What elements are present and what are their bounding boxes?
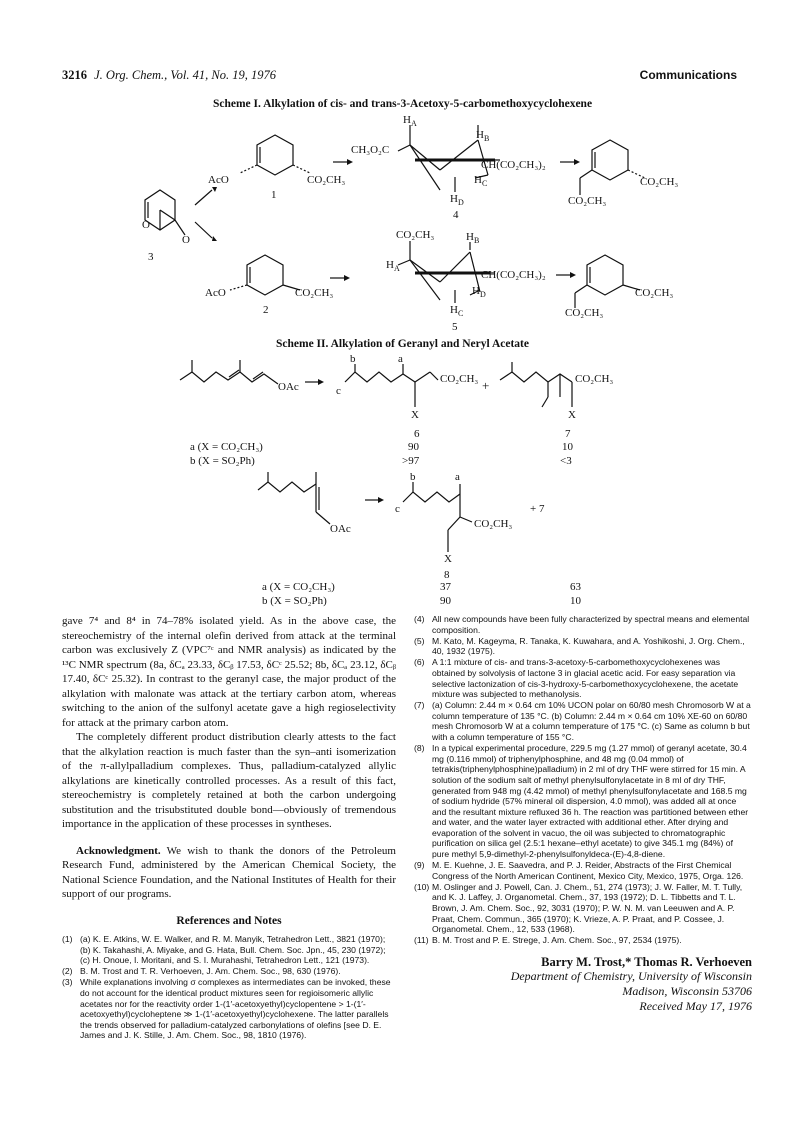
ratio-cell: 63 [570, 581, 581, 593]
product-6 [336, 353, 478, 440]
running-header [62, 68, 276, 83]
x-substituent-label: X [411, 409, 419, 421]
acknowledgment-text: We wish to thank the donors of the Petroleum Research Fund, administered by the American Chemical Society, the National Science Foundation, and the National Institutes of Health for their support of our programs. [62, 844, 396, 900]
ratio-cell: 90 [408, 441, 419, 453]
carbonyl-oxygen-label: O [182, 234, 190, 246]
position-c-label: c [336, 385, 341, 397]
author-city: Madison, Wisconsin 53706 [622, 984, 752, 999]
reference-item: (10) M. Oslinger and J. Powell, Can. J. Chem., 51, 274 (1973); J. W. Faller, M. T. Tully, and K. J. Laffey, J. Organometal. Chem., 37, 193 (1972); D. L. Tibbetts and T. L. Brown, J. Am. Chem. Soc., 92, 3031 (1970); P. W. N. M. van Leeuwen and A. P. Praat, Chem. Commun., 365 (1970); K. Vrieze, A. P. Praat, and P. Cossee, J. Organometal. Chem., 12, 533 (1968). [414, 881, 743, 935]
neryl-ratio-table [262, 581, 582, 607]
co2ch3-label: CO₂CH₃ [565, 307, 604, 319]
compound-number-5: 5 [452, 321, 458, 333]
acknowledgment [62, 844, 396, 902]
position-b-label: b [410, 471, 416, 483]
position-a-label: a [455, 471, 460, 483]
author-department: Department of Chemistry, University of Wisconsin [510, 969, 752, 984]
h-c-label: $H_C$ [450, 304, 464, 318]
co2ch3-label: CO₂CH₃ [295, 287, 334, 299]
co2ch3-label: CO₂CH₃ [635, 287, 674, 299]
pi-allyl-complex-4 [351, 114, 546, 221]
reference-item: (2) B. M. Trost and T. R. Verhoeven, J. Am. Chem. Soc., 98, 630 (1976). [62, 966, 341, 977]
h-b-label: $H_B$ [476, 129, 490, 143]
reference-item: (11) B. M. Trost and P. E. Strege, J. Am. Chem. Soc., 97, 2534 (1975). [414, 935, 682, 946]
ch-malonate-label: CH(CO₂CH₃)₂ [481, 159, 546, 171]
row-label: b (X = SO₂Ph) [262, 595, 327, 607]
body-paragraph: gave 7⁴ and 8⁴ in 74–78% isolated yield. As in the above case, the stereochemistry of the internal olefin derived from attack at the terminal carbon was exclusively Z (VPC⁷ᶜ and NMR analysis) as indicated by the ¹³C NMR spectrum (8a, δCₐ 23.33, δCᵦ 17.53, δCᶜ 25.52; 8b, δCₐ 23.12, δCᵦ 17.40, δCᶜ 25.32). In contrast to the geranyl case, the major product of the alkylation with malonate was attack at the tertiary carbon atom, whereas switching to the anion of the sulfonyl acetate gave a high regioselectivity for attack at the primary carbon atom. [62, 615, 396, 729]
author-names: Barry M. Trost,* Thomas R. Verhoeven [541, 954, 752, 969]
body-paragraph: The completely different product distribution clearly attests to the fact that the alkylation reaction is much faster than the syn–anti isomerization of the π-allylpalladium complexes. Thus, palladium-catalyzed allylic alkylations are kinetically controlled processes. As a result of this fact, stereochemistry is completely retained at both the carbon undergoing substitution and the trisubstituted double bond—obviously of tremendous importance in the application of these processes in syntheses. [62, 731, 396, 830]
x-substituent-label: X [444, 553, 452, 565]
ratio-cell: >97 [402, 455, 420, 467]
h-c-label: $H_C$ [474, 174, 488, 188]
x-substituent-label: X [568, 409, 576, 421]
right-column [414, 614, 752, 1014]
co2ch3-label: CO₂CH₃ [440, 373, 479, 385]
ratio-cell: 37 [440, 581, 451, 593]
ratio-cell: <3 [560, 455, 572, 467]
reference-item: (5) M. Kato, M. Kageyma, R. Tanaka, K. Kuwahara, and A. Yoshikoshi, J. Org. Chem., 40, 1932 (1975). [414, 635, 745, 657]
h-d-label: $H_D$ [450, 193, 464, 207]
aco-label: AcO [205, 287, 226, 299]
page-number: 3216 [62, 68, 87, 82]
reference-item: (9) M. E. Kuehne, J. E. Saavedra, and P. J. Reider, Abstracts of the First Chemical Congress of the North American Continent, Mexico City, Mexico, 1975, Orga. 126. [414, 860, 744, 881]
row-label: a (X = CO₂CH₃) [190, 441, 263, 453]
scheme-2-title: Scheme II. Alkylation of Geranyl and Neryl Acetate [276, 338, 529, 350]
neryl-acetate [258, 472, 351, 535]
row-label: a (X = CO₂CH₃) [262, 581, 335, 593]
reference-item: (1) (a) K. E. Atkins, W. E. Walker, and R. M. Manyik, Tetrahedron Lett., 3821 (1970); (b) K. Takahashi, A. Miyake, and G. Hata, Bull. Chem. Soc. Jpn., 45, 230 (1972); (c) H. Onoue, I. Moritani, and S. I. Murahashi, Tetrahedron Lett., 121 (1973). [62, 934, 386, 966]
h-a-label: $H_A$ [403, 114, 417, 128]
ratio-cell: 10 [562, 441, 573, 453]
aco-label: AcO [208, 174, 229, 186]
product-from-4 [568, 140, 678, 207]
h-d-label: $H_D$ [472, 285, 486, 299]
ring-oxygen-label: O [142, 219, 150, 231]
ratio-cell: 10 [570, 595, 581, 607]
oac-label: OAc [330, 523, 351, 535]
compound-number-4: 4 [453, 209, 459, 221]
product-8 [395, 471, 512, 581]
compound-2 [205, 255, 333, 316]
position-c-label: c [395, 503, 400, 515]
reference-item: (3) While explanations involving σ complexes as intermediates can be invoked, these do not account for the identical product mixtures seen for regioisomeric allylic acetates nor for the reactivity order 1-(1′-acetoxyethyl)cyclopentene > 1-(1′-acetoxyethyl)cycloheptene ≫ 1-(1′-acetoxyethyl)cyclohexene. The latter parallels the trends observed for palladium-catalyzed carbonylations of olefins [see D. E. James and J. K. Stille, J. Am. Chem. Soc., 98, 1810 (1976). [62, 977, 391, 1041]
references-heading: References and Notes [176, 914, 282, 927]
received-date: Received May 17, 1976 [639, 999, 752, 1014]
ch3o2c-label: CH₃O₂C [351, 144, 390, 156]
compound-number-1: 1 [271, 189, 277, 201]
geranyl-acetate [180, 360, 299, 393]
journal-citation: J. Org. Chem., Vol. 41, No. 19, 1976 [94, 68, 276, 82]
co2ch3-label: CO₂CH₃ [474, 518, 513, 530]
product-7 [500, 362, 613, 440]
co2ch3-label: CO₂CH₃ [396, 229, 435, 241]
compound-number-8: 8 [444, 569, 450, 581]
reference-item: (7) (a) Column: 2.44 m × 0.64 cm 10% UCON polar on 60/80 mesh Chromosorb W at a column temperature of 135 °C. (b) Column: 2.44 m × 0.64 cm 10% XE-60 on 60/80 mesh Chromosorb W at a column temperature of 175 °C. (c) Same as column b but with a column temperature of 155 °C. [414, 700, 751, 743]
reference-item: (8) In a typical experimental procedure, 229.5 mg (1.27 mmol) of geranyl acetate, 30.4 mg (0.116 mmol) of triphenylphosphine, and 48 mg (0.04 mmol) of tetrakis(triphenylphosphine)palladium) in 2 ml of dry THF were stirred for 15 min. A solution of the sodium salt of methyl phenylsulfonylacetate in 8 ml of dry THF, generated from 948 mg (4.42 mmol) of methyl phenylsulfonylacetate and 168.5 mg of sodium hydride (57% mineral oil dispersion, 4.0 mmol), was added all at once and the resultant mixture refluxed 36 h. The reaction was partitioned between ether and water, and the water layer extracted with additional ether. After drying and evaporation of the solvent in vacuo, the oil was subjected to chromatographic purification on silica gel (2.5:1 hexane–ethyl acetate) to give 345.1 mg (84%) of pure methyl 5,9-dimethyl-2-phenylsulfonyldeca-(E)-4,8-diene. [414, 743, 749, 860]
row-label: b (X = SO₂Ph) [190, 455, 255, 467]
ch-malonate-label: CH(CO₂CH₃)₂ [481, 269, 546, 281]
co2ch3-label: CO₂CH₃ [575, 373, 614, 385]
h-a-label: $H_A$ [386, 259, 400, 273]
scheme-1-diagram [0, 110, 805, 335]
geranyl-ratio-table [190, 441, 574, 467]
scheme-1-title: Scheme I. Alkylation of cis- and trans-3-Acetoxy-5-carbomethoxycyclohexene [212, 98, 593, 110]
section-label: Communications [639, 68, 737, 82]
lactone-3 [142, 190, 190, 263]
position-b-label: b [350, 353, 356, 365]
compound-number-6: 6 [414, 428, 420, 440]
compound-number-7: 7 [565, 428, 571, 440]
scheme-2-diagram [0, 352, 805, 607]
co2ch3-label: CO₂CH₃ [307, 174, 346, 186]
oac-label: OAc [278, 381, 299, 393]
compound-1 [208, 135, 345, 201]
compound-number-3: 3 [148, 251, 154, 263]
co2ch3-label: CO₂CH₃ [640, 176, 679, 188]
reference-item: (6) A 1:1 mixture of cis- and trans-3-acetoxy-5-carbomethoxycyclohexenes was obtained by solvolysis of lactone 3 in glacial acetic acid. For easy separation via selective lactonization of cis-3-hydroxy-5-carbomethoxycyclohexene, the acetate mixture was subjected to methanolysis. [414, 657, 739, 700]
pi-allyl-complex-5 [386, 229, 546, 333]
left-column [62, 614, 396, 1041]
compound-number-2: 2 [263, 304, 269, 316]
reference-item: (4) All new compounds have been fully characterized by spectral means and elemental composition. [414, 614, 750, 635]
acknowledgment-heading: Acknowledgment. [76, 844, 161, 857]
position-a-label: a [398, 353, 403, 365]
h-b-label: $H_B$ [466, 231, 480, 245]
ratio-cell: 90 [440, 595, 451, 607]
product-from-5 [565, 255, 673, 319]
plus-7: + 7 [530, 503, 545, 515]
plus-sign: + [482, 378, 490, 393]
co2ch3-label: CO₂CH₃ [568, 195, 607, 207]
